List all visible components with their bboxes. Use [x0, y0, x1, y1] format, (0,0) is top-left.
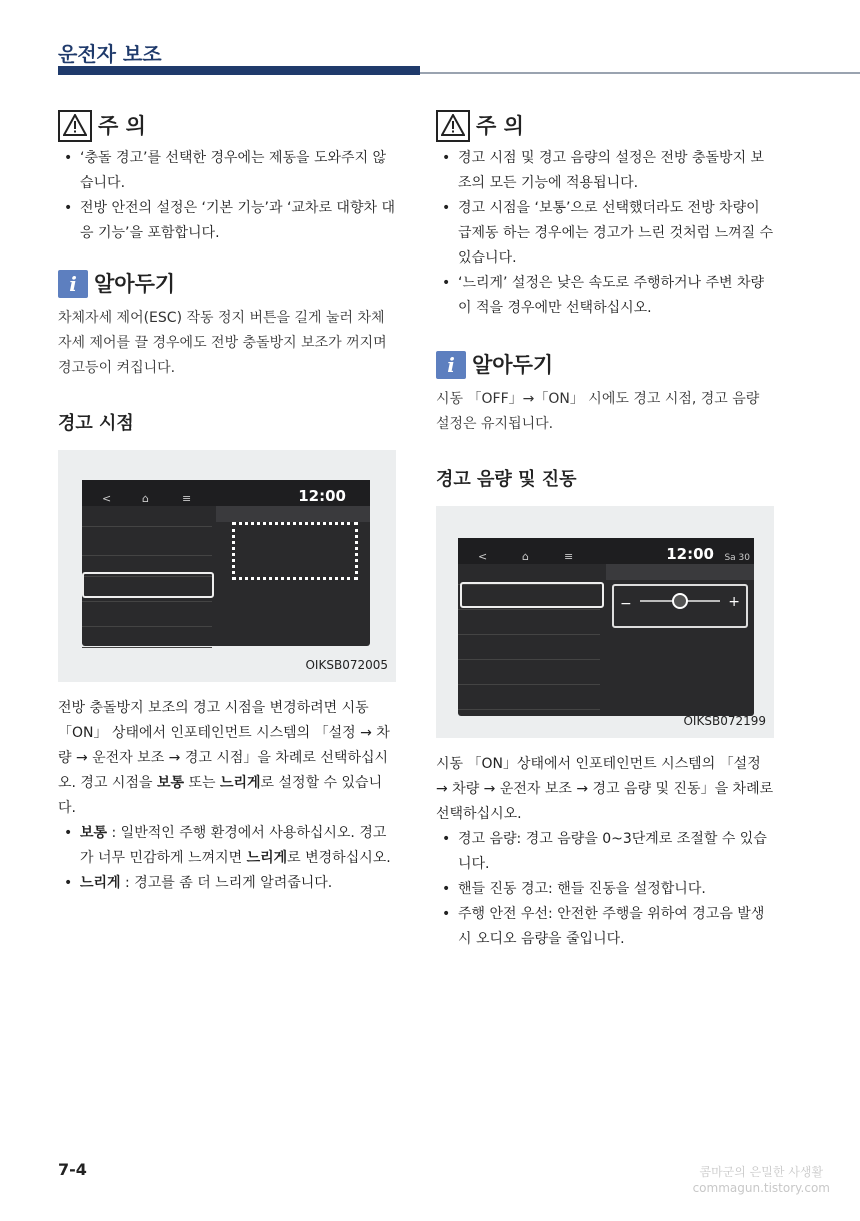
text-run: 로 설정할 수 있습니다. — [58, 775, 383, 816]
keyword: 느리게 — [219, 775, 261, 791]
caution-list — [436, 146, 776, 321]
section-paragraph — [58, 696, 398, 821]
section-title: 경고 음량 및 진동 — [436, 469, 577, 490]
home-icon: ⌂ — [522, 550, 529, 563]
list-item — [58, 821, 398, 871]
list-item — [82, 527, 212, 556]
list-item — [82, 602, 212, 627]
note-title: 알아두기 — [94, 271, 176, 296]
right-column — [436, 110, 776, 952]
list-item: • 전방 안전의 설정은 ‘기본 기능’과 ‘교차로 대향차 대응 기능’을 포함합니다. — [58, 196, 398, 246]
back-icon: < — [102, 492, 112, 505]
list-item — [458, 685, 600, 710]
note-text: 시동 「OFF」→「ON」 시에도 경고 시점, 경고 음량 설정은 유지됩니다. — [436, 391, 760, 432]
warning-icon — [436, 110, 470, 142]
text-run: 또는 — [184, 775, 220, 791]
section-paragraph: 시동 「ON」상태에서 인포테인먼트 시스템의 「설정 → 차량 → 운전자 보조 → 경고 음량 및 진동」을 차례로 선택하십시오. — [436, 756, 774, 822]
info-icon: i — [58, 270, 88, 298]
screen-option-bar — [606, 564, 754, 580]
list-item — [458, 660, 600, 685]
info-icon: i — [436, 351, 466, 379]
dotted-highlight — [232, 522, 358, 580]
volume-slider — [612, 584, 748, 628]
caution-heading — [436, 110, 776, 142]
note-text: 차체자세 제어(ESC) 작동 정지 버튼을 길게 눌러 차체자세 제어를 끌 경우에도 전방 충돌방지 보조가 꺼지며 경고등이 켜집니다. — [58, 310, 387, 376]
list-item: • 핸들 진동 경고: 핸들 진동을 설정합니다. — [436, 877, 776, 902]
watermark — [693, 1164, 830, 1196]
caution-title: 주 의 — [98, 113, 146, 138]
keyword: 보통 — [80, 825, 108, 841]
list-item — [458, 610, 600, 635]
list-item — [82, 506, 212, 527]
infotainment-screen — [458, 538, 754, 716]
highlight-box — [460, 582, 604, 608]
list-item: • 경고 시점을 ‘보통’으로 선택했더라도 전방 차량이 급제동 하는 경우에는 경고가 느린 것처럼 느껴질 수 있습니다. — [436, 196, 776, 271]
menu-icon: ≡ — [564, 550, 574, 563]
home-icon: ⌂ — [142, 492, 149, 505]
page-header-title: 운전자 보조 — [58, 42, 162, 66]
option-list — [436, 827, 776, 952]
text-run: 전방 충돌방지 보조의 경고 시점을 변경하려면 시동 「ON」 상태에서 인포테인먼트 시스템의 「설정 → 차량 → 운전자 보조 → 경고 시점」을 차례로 선택하십시오. 경고 시점을 — [58, 700, 390, 791]
list-item: • 경고 시점 및 경고 음량의 설정은 전방 충돌방지 보조의 모든 기능에 적용됩니다. — [436, 146, 776, 196]
watermark-line: commagun.tistory.com — [692, 1181, 830, 1195]
note-heading — [436, 351, 776, 379]
caution-heading — [58, 110, 398, 142]
screen-option-bar — [216, 506, 370, 522]
plus-icon: + — [728, 594, 740, 610]
warning-icon — [58, 110, 92, 142]
text-run: : 일반적인 주행 환경에서 사용하십시오. 경고가 너무 민감하게 느껴지면 — [80, 825, 387, 866]
list-item — [58, 871, 398, 896]
section-title: 경고 시점 — [58, 413, 134, 434]
menu-icon: ≡ — [182, 492, 192, 505]
left-column — [58, 110, 398, 896]
note-title: 알아두기 — [472, 352, 554, 377]
note-heading — [58, 270, 398, 298]
infotainment-screen — [82, 480, 370, 646]
keyword: 보통 — [156, 775, 185, 791]
header-rule — [420, 72, 860, 74]
text-run: 로 변경하십시오. — [287, 850, 391, 866]
list-item: • ‘충돌 경고’를 선택한 경우에는 제동을 도와주지 않습니다. — [58, 146, 398, 196]
screen-date: Sa 30 — [724, 553, 750, 563]
back-icon: < — [478, 550, 488, 563]
slider-knob — [672, 593, 688, 609]
minus-icon: − — [620, 596, 632, 612]
highlight-box — [82, 572, 214, 598]
list-item — [82, 627, 212, 648]
caution-title: 주 의 — [476, 113, 524, 138]
keyword: 느리게 — [246, 850, 288, 866]
option-list — [58, 821, 398, 896]
watermark-line: 콤마군의 은밀한 사생활 — [699, 1165, 824, 1179]
image-code: OIKSB072005 — [305, 658, 388, 672]
screen-clock: 12:00 — [666, 545, 714, 563]
screenshot-figure — [436, 506, 774, 738]
text-run: : 경고를 좀 더 느리게 알려줍니다. — [120, 875, 333, 891]
image-code: OIKSB072199 — [683, 714, 766, 728]
list-item: • 경고 음량: 경고 음량을 0~3단계로 조절할 수 있습니다. — [436, 827, 776, 877]
screenshot-figure — [58, 450, 396, 682]
screen-topbar — [82, 480, 370, 506]
caution-list — [58, 146, 398, 246]
list-item: • ‘느리게’ 설정은 낮은 속도로 주행하거나 주변 차량이 적을 경우에만 선택하십시오. — [436, 271, 776, 321]
page-number: 7-4 — [58, 1160, 87, 1179]
header-bar — [58, 66, 420, 75]
list-item — [458, 635, 600, 660]
list-item: • 주행 안전 우선: 안전한 주행을 위하여 경고음 발생 시 오디오 음량을 줄입니다. — [436, 902, 776, 952]
screen-topbar — [458, 538, 754, 564]
screen-options — [606, 564, 754, 716]
keyword: 느리게 — [80, 875, 121, 891]
screen-clock: 12:00 — [298, 487, 346, 505]
